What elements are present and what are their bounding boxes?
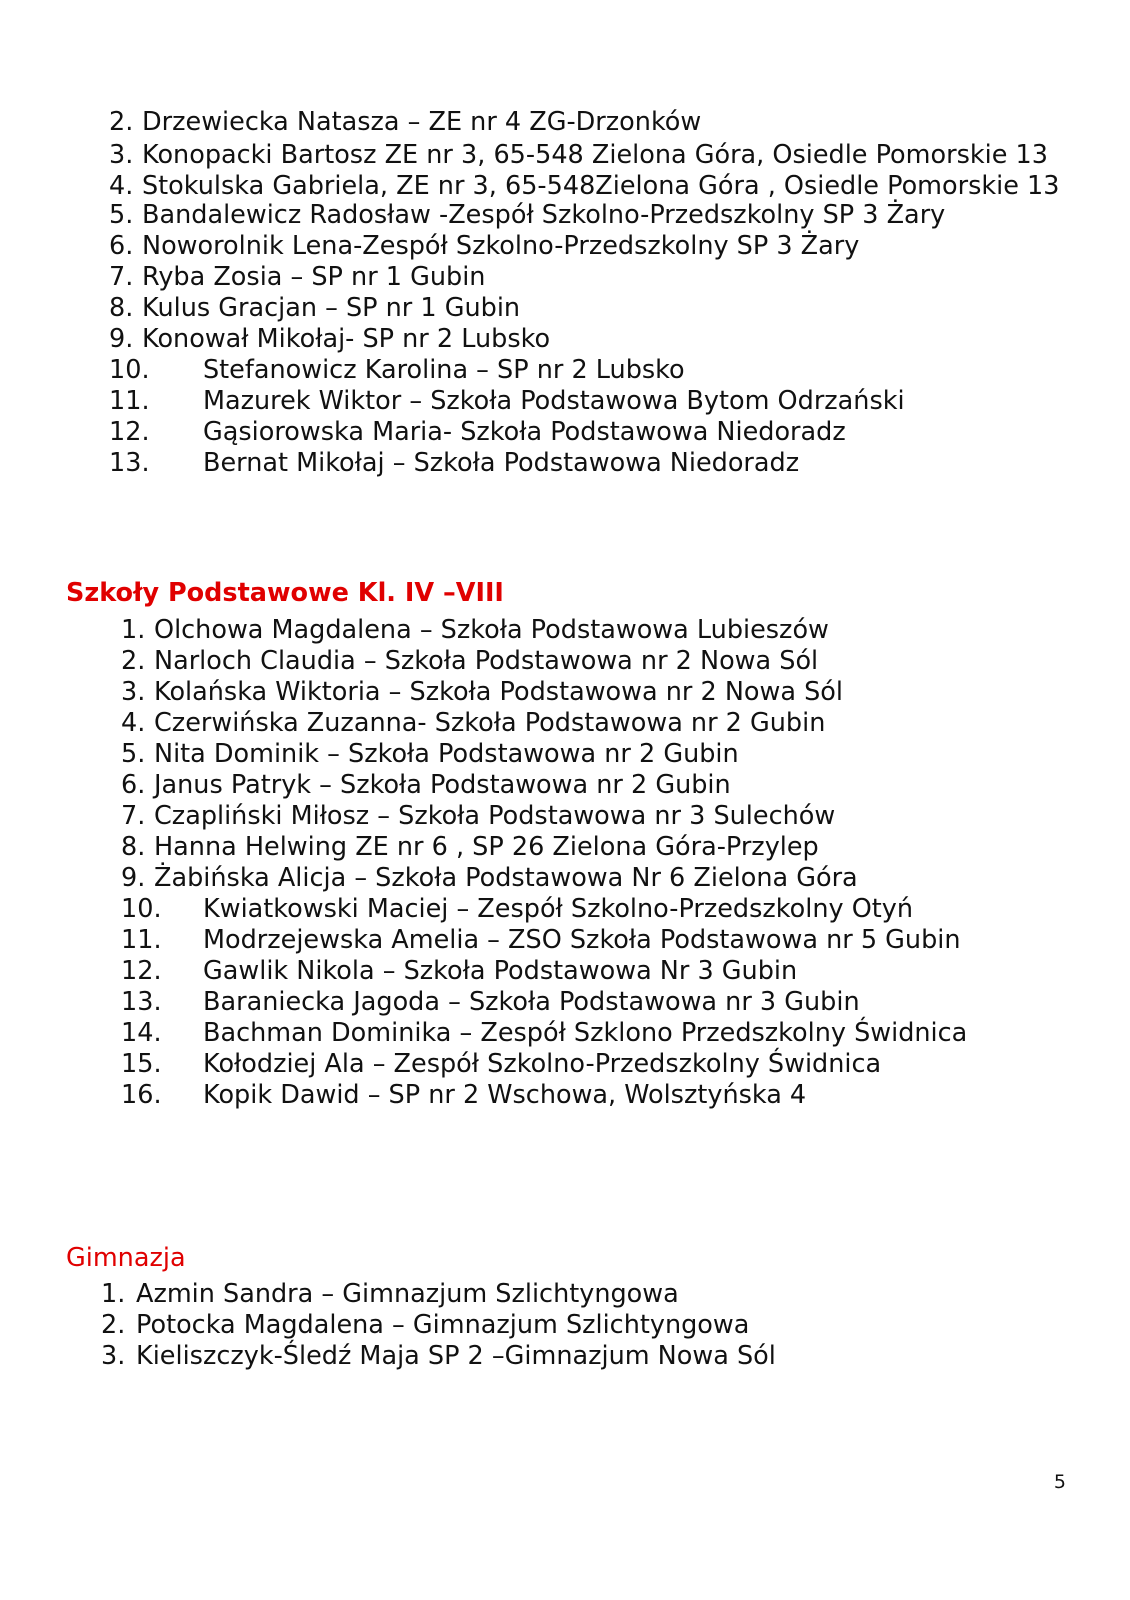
- student-list-continued: [109, 107, 1069, 479]
- item-text: Stefanowicz Karolina – SP nr 2 Lubsko: [203, 355, 685, 385]
- list-item: [121, 863, 1081, 894]
- list-item: [109, 293, 1069, 324]
- item-number: 2.: [101, 1310, 126, 1340]
- item-text: Konował Mikołaj- SP nr 2 Lubsko: [142, 324, 551, 354]
- item-text: Janus Patryk – Szkoła Podstawowa nr 2 Gubin: [154, 770, 731, 800]
- list-item: [101, 1310, 1061, 1341]
- page-number: 5: [1053, 1471, 1066, 1493]
- list-item: [109, 324, 1069, 355]
- list-item: [121, 832, 1081, 863]
- list-item: [101, 1341, 1061, 1372]
- item-text: Czapliński Miłosz – Szkoła Podstawowa nr 3 Sulechów: [154, 801, 836, 831]
- list-item: [121, 739, 1081, 770]
- item-number: 7.: [121, 801, 146, 831]
- item-text: Baraniecka Jagoda – Szkoła Podstawowa nr 3 Gubin: [203, 987, 860, 1017]
- item-number: 14.: [121, 1018, 162, 1048]
- item-number: 4.: [121, 708, 146, 738]
- item-number: 8.: [121, 832, 146, 862]
- item-number: 4.: [109, 171, 134, 201]
- item-text: Żabińska Alicja – Szkoła Podstawowa Nr 6 Zielona Góra: [154, 863, 858, 893]
- item-text: Kopik Dawid – SP nr 2 Wschowa, Wolsztyńska 4: [203, 1080, 807, 1110]
- list-item: [121, 1049, 1081, 1080]
- item-text: Drzewiecka Natasza – ZE nr 4 ZG-Drzonków: [142, 107, 702, 137]
- student-list-gimnazja: [101, 1279, 1061, 1372]
- list-item: [109, 138, 1069, 172]
- list-item: [121, 1018, 1081, 1049]
- item-text: Hanna Helwing ZE nr 6 , SP 26 Zielona Góra-Przylep: [154, 832, 819, 862]
- list-item: [109, 107, 1069, 138]
- item-text: Konopacki Bartosz ZE nr 3, 65-548 Zielona Góra, Osiedle Pomorskie 13: [142, 140, 1048, 170]
- item-number: 7.: [109, 262, 134, 292]
- item-text: Czerwińska Zuzanna- Szkoła Podstawowa nr 2 Gubin: [154, 708, 826, 738]
- item-text: Olchowa Magdalena – Szkoła Podstawowa Lubieszów: [154, 615, 829, 645]
- item-number: 10.: [109, 355, 150, 385]
- item-text: Bandalewicz Radosław -Zespół Szkolno-Przedszkolny SP 3 Żary: [142, 200, 946, 230]
- item-text: Narloch Claudia – Szkoła Podstawowa nr 2 Nowa Sól: [154, 646, 819, 676]
- item-text: Modrzejewska Amelia – ZSO Szkoła Podstawowa nr 5 Gubin: [203, 925, 961, 955]
- item-text: Gawlik Nikola – Szkoła Podstawowa Nr 3 Gubin: [203, 956, 798, 986]
- list-item: [109, 448, 1069, 479]
- item-number: 5.: [109, 200, 134, 230]
- list-item: [109, 231, 1069, 262]
- item-text: Mazurek Wiktor – Szkoła Podstawowa Bytom Odrzański: [203, 386, 905, 416]
- item-number: 3.: [121, 677, 146, 707]
- list-item: [121, 894, 1081, 925]
- item-text: Kulus Gracjan – SP nr 1 Gubin: [142, 293, 521, 323]
- item-number: 15.: [121, 1049, 162, 1079]
- student-list-szkoly-podstawowe: [121, 615, 1081, 1111]
- list-item: [109, 417, 1069, 448]
- item-text: Noworolnik Lena-Zespół Szkolno-Przedszkolny SP 3 Żary: [142, 231, 860, 261]
- item-text: Stokulska Gabriela, ZE nr 3, 65-548Zielona Góra , Osiedle Pomorskie 13: [142, 171, 1060, 201]
- list-item: [121, 801, 1081, 832]
- list-item: [121, 1080, 1081, 1111]
- list-item: [121, 925, 1081, 956]
- list-item: [121, 708, 1081, 739]
- item-number: 13.: [121, 987, 162, 1017]
- list-item: [121, 956, 1081, 987]
- list-item: [121, 646, 1081, 677]
- item-text: Kwiatkowski Maciej – Zespół Szkolno-Przedszkolny Otyń: [203, 894, 914, 924]
- list-item: [109, 386, 1069, 417]
- list-item: [121, 615, 1081, 646]
- item-text: Azmin Sandra – Gimnazjum Szlichtyngowa: [136, 1279, 679, 1309]
- list-item: [109, 200, 1069, 231]
- item-number: 6.: [109, 231, 134, 261]
- list-item: [101, 1279, 1061, 1310]
- item-text: Bachman Dominika – Zespół Szklono Przedszkolny Świdnica: [203, 1018, 968, 1048]
- item-number: 5.: [121, 739, 146, 769]
- item-text: Kołodziej Ala – Zespół Szkolno-Przedszkolny Świdnica: [203, 1049, 882, 1079]
- item-text: Nita Dominik – Szkoła Podstawowa nr 2 Gubin: [154, 739, 739, 769]
- list-item: [109, 262, 1069, 293]
- item-number: 12.: [121, 956, 162, 986]
- item-number: 2.: [109, 107, 134, 137]
- item-text: Potocka Magdalena – Gimnazjum Szlichtyngowa: [136, 1310, 750, 1340]
- list-item: [121, 677, 1081, 708]
- item-number: 9.: [109, 324, 134, 354]
- item-number: 6.: [121, 770, 146, 800]
- item-number: 1.: [101, 1279, 126, 1309]
- item-number: 16.: [121, 1080, 162, 1110]
- item-text: Kieliszczyk-Śledź Maja SP 2 –Gimnazjum Nowa Sól: [136, 1341, 776, 1371]
- list-item: [121, 987, 1081, 1018]
- item-number: 1.: [121, 615, 146, 645]
- section-heading-szkoly-podstawowe: Szkoły Podstawowe Kl. IV –VIII: [66, 578, 504, 608]
- item-number: 10.: [121, 894, 162, 924]
- item-text: Bernat Mikołaj – Szkoła Podstawowa Niedoradz: [203, 448, 800, 478]
- item-number: 3.: [101, 1341, 126, 1371]
- item-text: Gąsiorowska Maria- Szkoła Podstawowa Niedoradz: [203, 417, 846, 447]
- item-number: 8.: [109, 293, 134, 323]
- item-text: Kolańska Wiktoria – Szkoła Podstawowa nr 2 Nowa Sól: [154, 677, 843, 707]
- item-number: 9.: [121, 863, 146, 893]
- list-item: [121, 770, 1081, 801]
- item-number: 3.: [109, 140, 134, 170]
- item-number: 2.: [121, 646, 146, 676]
- item-number: 11.: [121, 925, 162, 955]
- item-number: 12.: [109, 417, 150, 447]
- section-heading-gimnazja: Gimnazja: [66, 1243, 186, 1273]
- item-number: 13.: [109, 448, 150, 478]
- list-item: [109, 355, 1069, 386]
- item-text: Ryba Zosia – SP nr 1 Gubin: [142, 262, 486, 292]
- list-item: [109, 169, 1069, 203]
- item-number: 11.: [109, 386, 150, 416]
